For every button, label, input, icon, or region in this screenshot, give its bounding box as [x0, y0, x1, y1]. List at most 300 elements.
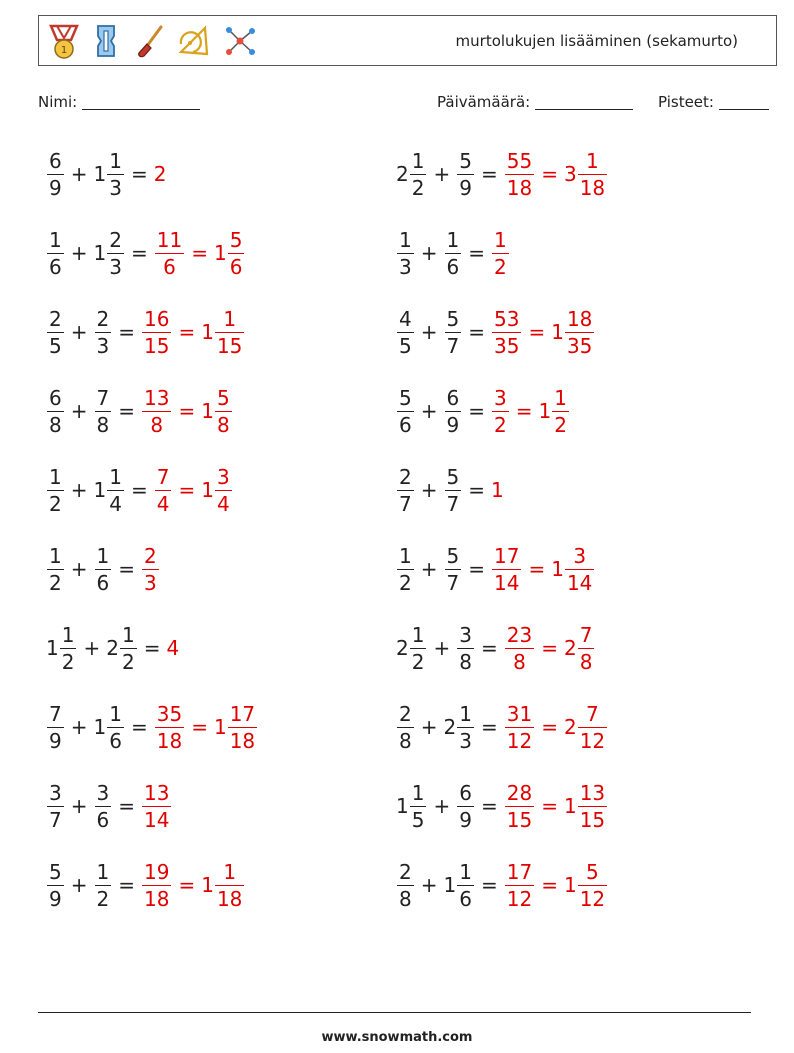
- addend-2: [444, 385, 463, 438]
- whole-part: 2: [153, 162, 167, 186]
- problem-item: [46, 618, 179, 678]
- whole-part: 1: [213, 715, 227, 739]
- fraction: [95, 543, 112, 596]
- fraction: [457, 148, 474, 201]
- date-field: [437, 93, 633, 111]
- equals-sign: =: [118, 794, 135, 818]
- fraction: [445, 464, 462, 517]
- plus-sign: +: [433, 636, 451, 660]
- equals-sign: =: [541, 636, 558, 660]
- denominator: 9: [459, 807, 472, 832]
- denominator: 7: [446, 491, 460, 516]
- numerator: 3: [216, 464, 230, 489]
- plus-sign: +: [83, 636, 101, 660]
- denominator: 6: [96, 807, 110, 832]
- answer-fraction: [491, 306, 522, 359]
- numerator: 5: [446, 464, 460, 489]
- denominator: 3: [109, 254, 122, 279]
- name-label: Nimi:: [38, 93, 78, 111]
- equals-sign: =: [528, 320, 546, 344]
- fraction: [397, 543, 414, 596]
- equals-sign: =: [480, 715, 498, 739]
- answer-fraction: [491, 385, 510, 438]
- equals-sign: =: [480, 636, 498, 660]
- numerator: 1: [223, 306, 237, 331]
- addend-2: [444, 227, 463, 280]
- footer-site: www.snowmath.com: [321, 1030, 473, 1045]
- numerator: 1: [109, 148, 122, 173]
- fraction: [492, 306, 521, 359]
- answer-mixed: [201, 464, 232, 517]
- numerator: 1: [223, 859, 237, 884]
- problem-item: [396, 855, 608, 915]
- whole-part: 1: [551, 557, 564, 581]
- equals-sign: =: [118, 557, 135, 581]
- answer-mixed: [214, 701, 258, 754]
- addend-2: [94, 780, 113, 833]
- numerator: 6: [446, 385, 460, 410]
- problem-item: [46, 144, 166, 204]
- addend-2: [444, 543, 463, 596]
- fraction: [47, 543, 64, 596]
- fraction: [410, 780, 427, 833]
- answer-mixed: [214, 227, 245, 280]
- answer: [491, 306, 595, 359]
- denominator: 9: [446, 412, 460, 437]
- numerator: 1: [61, 622, 75, 647]
- fraction: [107, 464, 124, 517]
- numerator: 1: [459, 859, 472, 884]
- fraction: [505, 780, 534, 833]
- numerator: 31: [506, 701, 533, 726]
- fraction: [565, 306, 594, 359]
- denominator: 6: [163, 254, 176, 279]
- numerator: 1: [109, 464, 122, 489]
- addend-1: [46, 148, 65, 201]
- medal-icon: [45, 22, 83, 60]
- numerator: 1: [399, 543, 412, 568]
- answer: [166, 636, 179, 660]
- answer: [504, 780, 608, 833]
- denominator: 6: [459, 886, 472, 911]
- numerator: 3: [573, 543, 587, 568]
- answer-mixed: [551, 306, 595, 359]
- addend-1: [46, 464, 65, 517]
- svg-text:1: 1: [60, 45, 68, 56]
- equals-sign: =: [468, 478, 485, 502]
- answer-fraction: [154, 162, 167, 186]
- equals-sign: =: [468, 557, 485, 581]
- equals-sign: =: [130, 478, 148, 502]
- denominator: 8: [399, 886, 412, 911]
- addend-1: [396, 543, 415, 596]
- equals-sign: =: [541, 162, 558, 186]
- answer-fraction: [504, 701, 535, 754]
- fraction: [578, 148, 607, 201]
- fraction: [410, 622, 427, 675]
- whole-part: 1: [201, 478, 214, 502]
- addend-1: [396, 385, 415, 438]
- answer-fraction: [504, 780, 535, 833]
- whole-part: 1: [93, 715, 107, 739]
- equals-sign: =: [480, 873, 498, 897]
- addend-2: [456, 148, 475, 201]
- numerator: 1: [399, 227, 412, 252]
- fraction: [155, 701, 184, 754]
- fraction: [95, 859, 112, 912]
- problem-item: [396, 144, 608, 204]
- denominator: 35: [566, 333, 593, 358]
- answer-fraction: [141, 859, 172, 912]
- problem-item: [46, 381, 233, 441]
- problem-item: [46, 460, 233, 520]
- worksheet-title: murtolukujen lisääminen (sekamurto): [455, 32, 738, 50]
- addend-2: [444, 701, 475, 754]
- numerator: 2: [96, 306, 110, 331]
- denominator: 6: [229, 254, 243, 279]
- answer-fraction: [154, 701, 185, 754]
- fraction: [492, 543, 521, 596]
- denominator: 15: [506, 807, 533, 832]
- answer-mixed: [564, 148, 608, 201]
- fraction: [47, 385, 64, 438]
- problem-item: [396, 539, 595, 599]
- equals-sign: =: [541, 873, 558, 897]
- denominator: 7: [446, 570, 460, 595]
- answer-mixed: [564, 780, 608, 833]
- plus-sign: +: [70, 873, 88, 897]
- addend-2: [106, 622, 137, 675]
- whole-part: 1: [491, 478, 504, 502]
- fraction: [492, 385, 509, 438]
- fraction: [445, 543, 462, 596]
- equals-sign: =: [130, 241, 148, 265]
- denominator: 5: [399, 333, 412, 358]
- denominator: 6: [399, 412, 412, 437]
- whole-part: 1: [201, 320, 214, 344]
- denominator: 14: [494, 570, 520, 595]
- denominator: 12: [506, 886, 533, 911]
- fraction: [578, 859, 607, 912]
- fraction: [95, 780, 112, 833]
- problem-item: [396, 618, 595, 678]
- numerator: 1: [96, 543, 110, 568]
- addend-2: [94, 385, 113, 438]
- score-blank[interactable]: [719, 95, 769, 110]
- fraction: [95, 385, 112, 438]
- equals-sign: =: [191, 241, 208, 265]
- plus-sign: +: [433, 794, 451, 818]
- denominator: 6: [446, 254, 460, 279]
- addend-2: [94, 227, 125, 280]
- denominator: 7: [49, 807, 62, 832]
- denominator: 4: [156, 491, 170, 516]
- answer-mixed: [539, 385, 570, 438]
- numerator: 5: [399, 385, 412, 410]
- answer-fraction: [504, 859, 535, 912]
- whole-part: 1: [538, 399, 552, 423]
- addend-2: [94, 148, 125, 201]
- addend-1: [46, 227, 65, 280]
- plus-sign: +: [70, 320, 88, 344]
- footer-divider: [38, 1012, 751, 1013]
- addend-2: [444, 859, 475, 912]
- fraction: [505, 859, 534, 912]
- numerator: 2: [399, 701, 412, 726]
- name-blank[interactable]: [82, 95, 200, 110]
- problem-item: [396, 302, 595, 362]
- equals-sign: =: [468, 241, 485, 265]
- fraction: [155, 227, 184, 280]
- equals-sign: =: [118, 873, 135, 897]
- answer-mixed: [201, 385, 232, 438]
- addend-2: [94, 701, 125, 754]
- answer: [154, 464, 233, 517]
- denominator: 2: [411, 175, 425, 200]
- whole-part: 1: [563, 794, 577, 818]
- fraction: [578, 701, 607, 754]
- denominator: 2: [494, 254, 507, 279]
- denominator: 18: [579, 175, 606, 200]
- date-label: Päivämäärä:: [437, 93, 531, 111]
- problem-item: [46, 697, 258, 757]
- fraction: [457, 780, 474, 833]
- plus-sign: +: [420, 478, 438, 502]
- fraction: [47, 701, 64, 754]
- numerator: 13: [144, 780, 170, 805]
- denominator: 18: [506, 175, 533, 200]
- denominator: 9: [49, 886, 62, 911]
- addend-1: [396, 622, 427, 675]
- numerator: 5: [446, 543, 460, 568]
- fraction: [47, 148, 64, 201]
- fraction: [565, 543, 594, 596]
- answer: [491, 385, 570, 438]
- fraction: [228, 701, 257, 754]
- paintbrush-icon: [131, 22, 169, 60]
- numerator: 16: [144, 306, 170, 331]
- numerator: 4: [399, 306, 412, 331]
- addend-1: [396, 780, 427, 833]
- fraction: [445, 227, 462, 280]
- denominator: 15: [216, 333, 243, 358]
- numerator: 3: [96, 780, 110, 805]
- addend-1: [46, 780, 65, 833]
- denominator: 6: [96, 570, 110, 595]
- denominator: 3: [109, 175, 122, 200]
- fraction: [142, 306, 171, 359]
- fraction: [60, 622, 77, 675]
- problem-item: [396, 697, 608, 757]
- addend-2: [94, 306, 113, 359]
- fraction: [228, 227, 245, 280]
- addend-2: [444, 306, 463, 359]
- plus-sign: +: [420, 557, 438, 581]
- numerator: 11: [156, 227, 183, 252]
- fraction: [397, 306, 414, 359]
- denominator: 8: [216, 412, 230, 437]
- plus-sign: +: [70, 794, 88, 818]
- denominator: 2: [61, 649, 75, 674]
- fraction: [107, 701, 124, 754]
- numerator: 1: [586, 148, 599, 173]
- fraction: [397, 385, 414, 438]
- plus-sign: +: [70, 399, 88, 423]
- numerator: 23: [506, 622, 533, 647]
- denominator: 2: [49, 491, 62, 516]
- fraction: [107, 148, 124, 201]
- fraction: [47, 227, 64, 280]
- numerator: 17: [494, 543, 520, 568]
- denominator: 7: [399, 491, 412, 516]
- addend-1: [46, 543, 65, 596]
- answer: [141, 780, 172, 833]
- addend-2: [94, 859, 113, 912]
- numerator: 1: [411, 148, 425, 173]
- equals-sign: =: [118, 399, 135, 423]
- answer-fraction: [154, 227, 185, 280]
- answer-fraction: [166, 636, 179, 660]
- fraction: [505, 622, 534, 675]
- numerator: 1: [49, 543, 62, 568]
- denominator: 18: [229, 728, 256, 753]
- fraction: [107, 227, 124, 280]
- fraction: [142, 543, 159, 596]
- numerator: 18: [566, 306, 593, 331]
- numerator: 7: [49, 701, 62, 726]
- denominator: 3: [399, 254, 412, 279]
- fraction: [445, 306, 462, 359]
- numerator: 5: [216, 385, 230, 410]
- denominator: 14: [144, 807, 170, 832]
- numerator: 7: [586, 701, 599, 726]
- equals-sign: =: [541, 794, 558, 818]
- equals-sign: =: [178, 399, 196, 423]
- denominator: 8: [399, 728, 412, 753]
- numerator: 2: [399, 859, 412, 884]
- fraction: [47, 306, 64, 359]
- numerator: 35: [156, 701, 183, 726]
- equals-sign: =: [178, 320, 196, 344]
- plus-sign: +: [70, 478, 88, 502]
- addend-1: [46, 385, 65, 438]
- addend-1: [396, 859, 415, 912]
- denominator: 4: [216, 491, 230, 516]
- answer: [141, 543, 160, 596]
- numerator: 1: [554, 385, 567, 410]
- denominator: 8: [49, 412, 62, 437]
- numerator: 17: [506, 859, 533, 884]
- denominator: 3: [96, 333, 110, 358]
- denominator: 2: [411, 649, 425, 674]
- denominator: 4: [109, 491, 122, 516]
- denominator: 2: [121, 649, 135, 674]
- numerator: 1: [49, 227, 62, 252]
- whole-part: 1: [201, 399, 214, 423]
- whole-part: 2: [563, 636, 577, 660]
- denominator: 12: [579, 728, 606, 753]
- answer: [491, 478, 504, 502]
- fraction: [215, 306, 244, 359]
- answer-fraction: [491, 478, 504, 502]
- numerator: 5: [229, 227, 243, 252]
- fraction: [142, 780, 171, 833]
- fraction: [47, 780, 64, 833]
- answer-mixed: [201, 859, 245, 912]
- denominator: 35: [494, 333, 520, 358]
- numerator: 1: [446, 227, 460, 252]
- answer-fraction: [491, 227, 510, 280]
- fraction: [410, 148, 427, 201]
- addend-1: [396, 464, 415, 517]
- whole-part: 1: [563, 873, 577, 897]
- numerator: 7: [96, 385, 110, 410]
- denominator: 12: [506, 728, 533, 753]
- answer: [154, 162, 167, 186]
- whole-part: 1: [396, 794, 409, 818]
- fraction: [142, 385, 171, 438]
- answer: [491, 543, 595, 596]
- numerator: 7: [579, 622, 593, 647]
- numerator: 1: [411, 622, 425, 647]
- problem-item: [396, 776, 608, 836]
- denominator: 8: [513, 649, 526, 674]
- plus-sign: +: [420, 399, 438, 423]
- denominator: 18: [144, 886, 170, 911]
- whole-part: 3: [563, 162, 577, 186]
- whole-part: 2: [396, 162, 409, 186]
- problem-item: [46, 855, 245, 915]
- numerator: 55: [506, 148, 533, 173]
- numerator: 1: [109, 701, 122, 726]
- molecule-icon: [221, 22, 259, 60]
- whole-part: 2: [106, 636, 119, 660]
- whole-part: 1: [46, 636, 59, 660]
- fraction: [397, 701, 414, 754]
- answer: [491, 227, 510, 280]
- denominator: 2: [49, 570, 62, 595]
- numerator: 2: [109, 227, 122, 252]
- equals-sign: =: [130, 715, 148, 739]
- whole-part: 2: [396, 636, 409, 660]
- answer-mixed: [551, 543, 595, 596]
- denominator: 8: [459, 649, 472, 674]
- fraction: [457, 622, 474, 675]
- problem-item: [46, 223, 245, 283]
- plus-sign: +: [70, 715, 88, 739]
- equals-sign: =: [191, 715, 208, 739]
- fraction: [120, 622, 137, 675]
- fraction: [578, 622, 595, 675]
- answer: [141, 859, 245, 912]
- problem-item: [46, 302, 245, 362]
- answer-fraction: [141, 780, 172, 833]
- addend-2: [456, 622, 475, 675]
- fraction: [47, 464, 64, 517]
- fraction: [552, 385, 569, 438]
- denominator: 2: [96, 886, 110, 911]
- equals-sign: =: [130, 162, 148, 186]
- fraction: [155, 464, 172, 517]
- equals-sign: =: [143, 636, 161, 660]
- denominator: 8: [579, 649, 593, 674]
- date-blank[interactable]: [535, 95, 633, 110]
- denominator: 12: [579, 886, 606, 911]
- denominator: 5: [49, 333, 62, 358]
- answer: [504, 622, 596, 675]
- answer: [504, 701, 608, 754]
- addend-1: [396, 701, 415, 754]
